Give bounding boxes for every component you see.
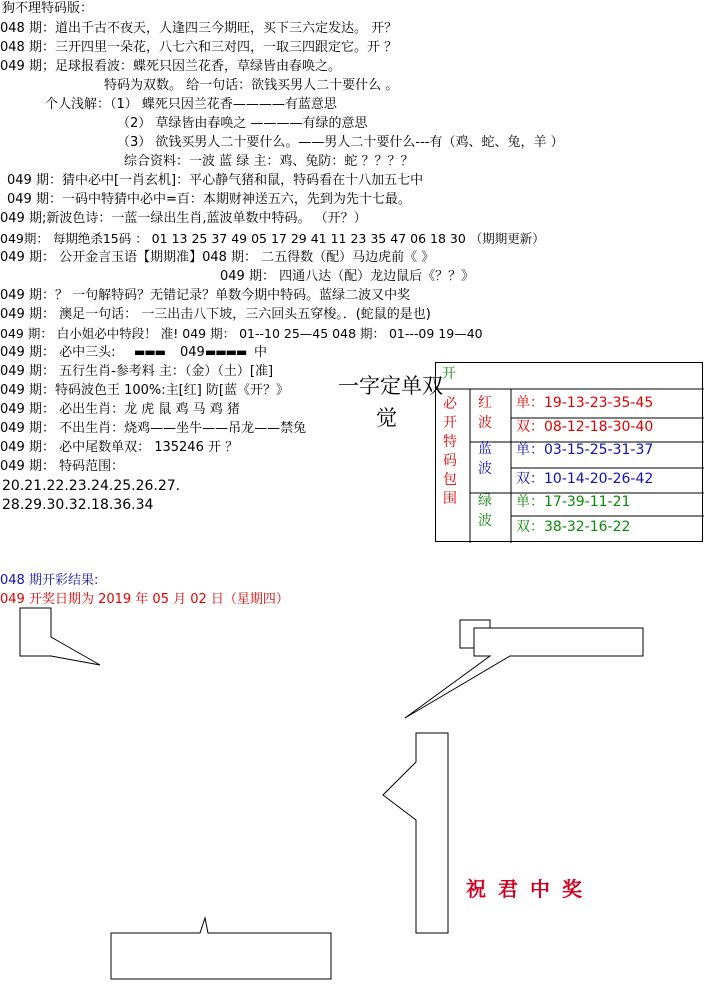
text-line: 049 期；足球报看波：蝶死只因兰花香，草绿皆由春唤之。: [0, 59, 341, 74]
table-row: 单：17-39-11-21: [516, 494, 631, 510]
text-line: 049 期;新波色诗：一蓝一绿出生肖,蓝波单数中特码。 （开？）: [0, 211, 367, 226]
callout-box: [20, 608, 100, 665]
three-heads-bars: ▬▬▬: [134, 345, 166, 359]
wave-name-blue: 蓝波: [478, 441, 492, 477]
text-line: 049 期：一码中特猜中必中=百：本期财神送五六，先到为先十七最。: [7, 192, 411, 207]
table-row: 单：19-13-23-35-45: [516, 395, 654, 411]
overlay-text: 觉: [376, 406, 397, 430]
wave-name-red: 红波: [478, 395, 492, 431]
page-title: 狗不理特码版：: [2, 1, 94, 16]
text-line: 049 期： 必中尾数单双： 135246 开 ？: [0, 440, 239, 455]
text-line: 049 期： 必出生肖：龙 虎 鼠 鸡 马 鸡 猪: [0, 402, 240, 417]
text-line: 049 期： 不出生肖：烧鸡——坐牛——吊龙——禁兔: [0, 421, 307, 436]
table-row: 双：38-32-16-22: [516, 519, 631, 535]
text-line: 个人浅解：（1） 蝶死只因兰花香————有蓝意思: [45, 97, 337, 112]
text-line: （2） 草绿皆由春唤之 ————有绿的意思: [117, 116, 368, 131]
text-line: （3） 欲钱买男人二十要什么。——男人二十要什么---有（鸡、蛇、兔，羊 ）: [117, 135, 564, 150]
table-row: 单：03-15-25-31-37: [516, 442, 654, 458]
text-line: 048 期：三开四里一朵花，八七六和三对四，一取三四跟定它。开 ？: [0, 40, 398, 55]
text-line: 049 期：特码波色王 100%:主[红] 防[蓝《开？》: [0, 383, 289, 398]
side-label: 必开特码包围: [443, 396, 457, 507]
blessing-text: 祝君中奖: [466, 877, 594, 901]
text-line: 048 期：道出千古不夜天，人逢四三今期旺，买下三六定发达。 开？: [0, 21, 398, 36]
three-heads-bars: ▬▬▬▬: [205, 345, 247, 359]
table-row: 双：10-14-20-26-42: [516, 471, 654, 487]
text-line: 049 期： 特码范围：: [0, 459, 125, 474]
text-line: 特码为双数。 给一句话：欲钱买男人二十要什么 。: [104, 78, 399, 93]
result-title: 048 期开彩结果:: [0, 573, 99, 588]
text-line: 049 期： 四通八达（配）龙边鼠后《？？》: [220, 269, 475, 284]
number-range-line: 28.29.30.32.18.36.34: [2, 497, 154, 513]
text-line: 049 期：猜中必中[一肖玄机]：平心静气猪和鼠，特码看在十八加五七中: [7, 173, 424, 188]
callout-box: [405, 628, 643, 718]
text-line: 049 期： 必中三头:: [0, 345, 116, 360]
callout-box: [111, 918, 331, 979]
number-range-line: 20.21.22.23.24.25.26.27.: [2, 478, 181, 494]
text-line: 049 期： 公开金言玉语【期期准】048 期： 二五得数（配）马边虎前《 》: [0, 250, 435, 265]
text-line: 049 期： 澳足一句话： 一三出击八下坡，三六回头五穿梭。．(蛇鼠的是也): [0, 307, 431, 322]
text-line: 049期： 每期绝杀15码 ： 01 13 25 37 49 05 17 29 41 11 23 35 47 06 18 30 （期期更新）: [0, 231, 545, 246]
text-line: 049 期：？ 一句解特码？无错记录？单数今期中特码。蓝绿二波又中奖: [0, 288, 411, 303]
table-row: 双：08-12-18-30-40: [516, 419, 654, 435]
text-line: 049 期： 五行生肖-参考料 主：（金）（土）[准]: [0, 364, 274, 379]
overlay-text: 一字定单双: [338, 374, 443, 398]
callout-box: [383, 733, 448, 933]
result-date: 049 开奖日期为 2019 年 05 月 02 日（星期四）: [0, 592, 289, 607]
three-heads-end: 中: [254, 345, 268, 360]
three-heads-mid: 049: [180, 345, 205, 360]
wave-name-green: 绿波: [478, 493, 492, 529]
table-header: 开: [442, 366, 456, 382]
text-line: 049 期： 白小姐必中特段！ 准! 049 期： 01--10 25—45 048 期： 01---09 19—40: [0, 326, 483, 341]
text-line: 综合资料：一波 蓝 绿 主：鸡、兔防：蛇 ？？？？: [124, 154, 414, 169]
